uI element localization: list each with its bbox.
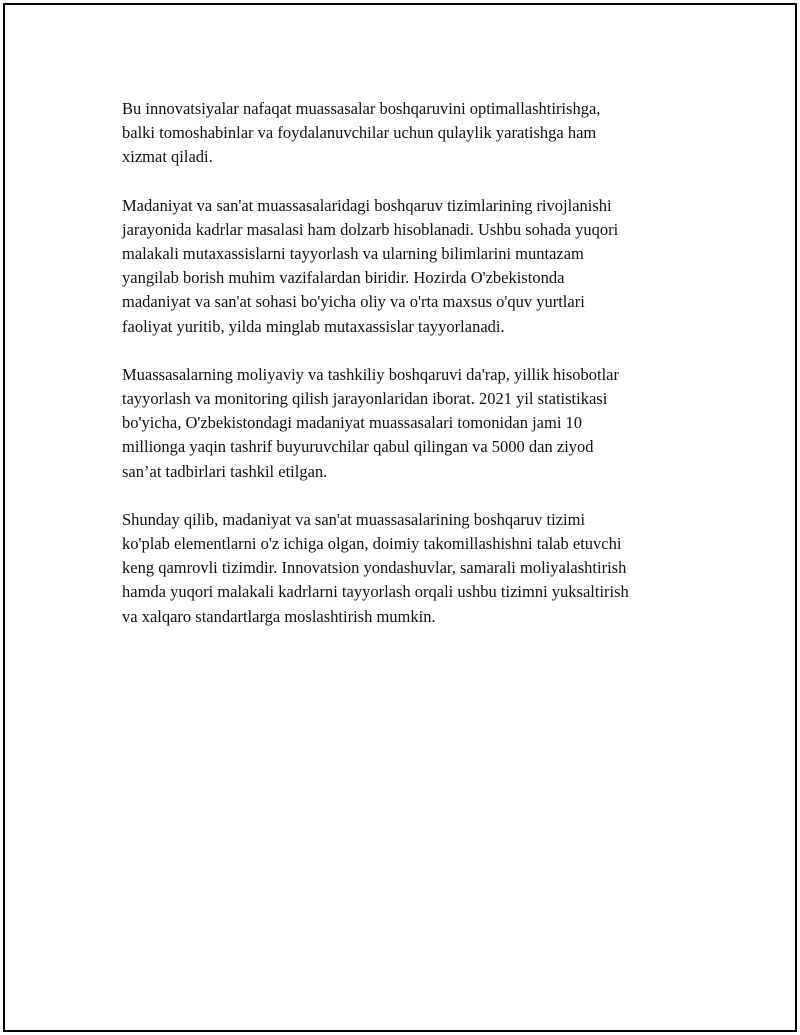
document-body [122,97,702,653]
page-border [3,3,797,1032]
paragraph-2: Madaniyat va san'at muassasalaridagi boshqaruv tizimlarining rivojlanishi jarayonida kadrlar masalasi ham dolzarb hisoblanadi. Ushbu sohada yuqori malakali mutaxassislarni tayyorlash va ularning bilimlarini muntazam yangilab borish muhim vazifalardan biridir. Hozirda O'zbekistonda madaniyat va san'at sohasi bo'yicha oliy va o'rta maxsus o'quv yurtlari faoliyat yuritib, yilda minglab mutaxassislar tayyorlanadi. [122,195,619,336]
paragraph-4: Shunday qilib, madaniyat va san'at muassasalarining boshqaruv tizimi ko'plab elementlarni o'z ichiga olgan, doimiy takomillashishni talab etuvchi keng qamrovli tizimdir. Innovatsion yondashuvlar, samarali moliyalashtirish hamda yuqori malakali kadrlarni tayyorlash orqali ushbu tizimni yuksaltirish va xalqaro standartlarga moslashtirish mumkin. [122,509,629,626]
paragraph-1: Bu innovatsiyalar nafaqat muassasalar boshqaruvini optimallashtirishga, balki tomoshabinlar va foydalanuvchilar uchun qulaylik yaratishga ham xizmat qiladi. [122,99,601,167]
paragraph-3: Muassasalarning moliyaviy va tashkiliy boshqaruvi da'rap, yillik hisobotlar tayyorlash va monitoring qilish jarayonlaridan iborat. 2021 yil statistikasi bo'yicha, O'zbekistondagi madaniyat muassasalari tomonidan jami 10 millionga yaqin tashrif buyuruvchilar qabul qilingan va 5000 dan ziyod san’at tadbirlari tashkil etilgan. [122,364,619,481]
